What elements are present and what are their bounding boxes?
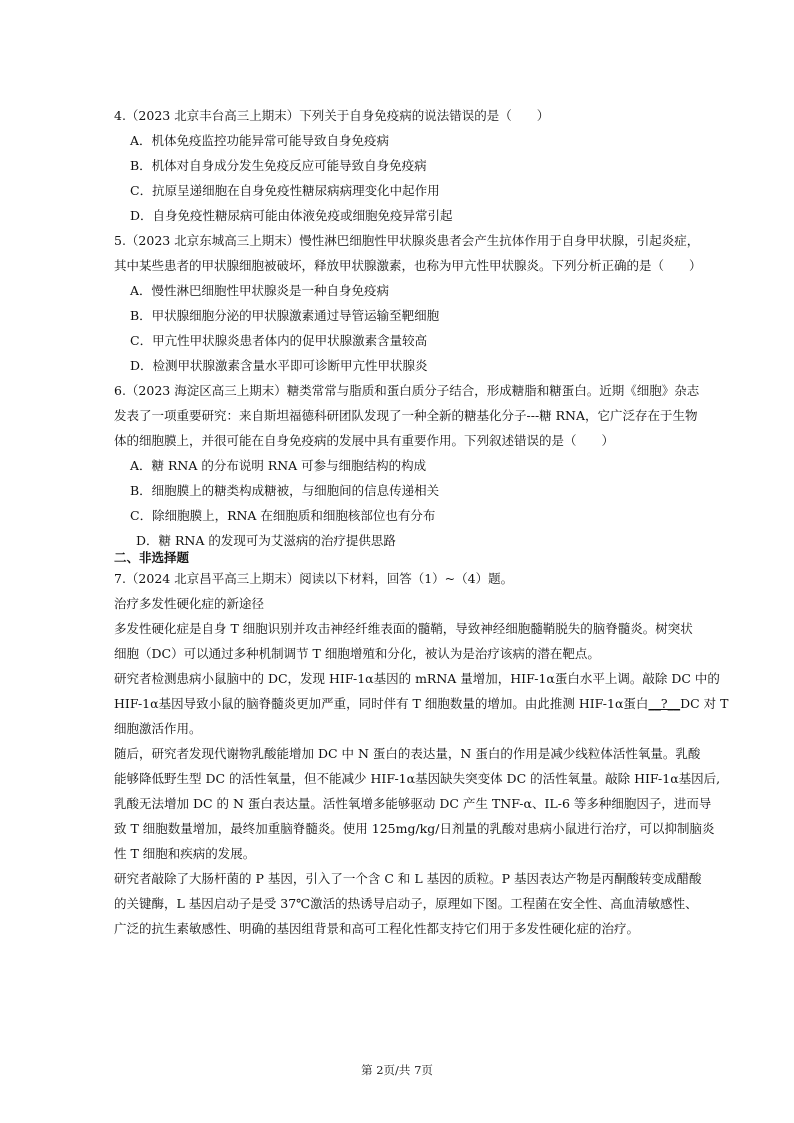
option-a: A．糖 RNA 的分布说明 RNA 可参与细胞结构的构成 xyxy=(130,458,427,473)
question-stem: 7.（2024 北京昌平高三上期末）阅读以下材料，回答（1）~（4）题。 xyxy=(114,571,514,586)
option-c: C．除细胞膜上，RNA 在细胞质和细胞核部位也有分布 xyxy=(130,508,436,523)
option-b: B．甲状腺细胞分泌的甲状腺激素通过导管运输至靶细胞 xyxy=(130,308,440,323)
question-5 xyxy=(114,228,702,378)
passage-text: DC 对 T xyxy=(680,696,729,711)
passage-title: 治疗多发性硬化症的新途径 xyxy=(114,596,265,611)
passage-line: 研究者敲除了大肠杆菌的 P 基因，引入了一个含 C 和 L 基因的质粒。P 基因表达产物是丙酮酸转变成醋酸 xyxy=(114,871,702,886)
page-content xyxy=(114,103,729,941)
passage-line: 研究者检测患病小鼠脑中的 DC，发现 HIF-1α基因的 mRNA 量增加，HIF-1α蛋白水平上调。敲除 DC 中的 xyxy=(114,671,720,686)
passage-line: 广泛的抗生素敏感性、明确的基因组背景和高可工程化性都支持它们用于多发性硬化症的治疗。 xyxy=(114,921,640,936)
passage-line: 性 T 细胞和疾病的发展。 xyxy=(114,846,256,861)
option-d: D．自身免疫性糖尿病可能由体液免疫或细胞免疫异常引起 xyxy=(130,208,453,223)
option-b: B．细胞膜上的糖类构成糖被，与细胞间的信息传递相关 xyxy=(130,483,440,498)
section-heading: 二、非选择题 xyxy=(114,550,190,565)
passage-line: 细胞激活作用。 xyxy=(114,721,202,736)
passage-line: 乳酸无法增加 DC 的 N 蛋白表达量。活性氧增多能够驱动 DC 产生 TNF-α、IL-6 等多种细胞因子，进而导 xyxy=(114,796,712,811)
page-footer: 第 2页/共 7页 xyxy=(361,1063,433,1077)
option-a: A．慢性淋巴细胞性甲状腺炎是一种自身免疫病 xyxy=(130,283,390,298)
question-4 xyxy=(114,103,688,228)
question-7 xyxy=(114,566,729,941)
option-c: C．抗原呈递细胞在自身免疫性糖尿病病理变化中起作用 xyxy=(130,183,440,198)
passage-text: HIF-1α基因导致小鼠的脑脊髓炎更加严重，同时伴有 T 细胞数量的增加。由此推测 HIF-1α蛋白 xyxy=(114,696,649,711)
answer-blank: __?__ xyxy=(648,696,681,711)
passage-line: 随后，研究者发现代谢物乳酸能增加 DC 中 N 蛋白的表达量，N 蛋白的作用是减少线粒体活性氧量。乳酸 xyxy=(114,746,701,761)
passage-line-with-blank xyxy=(114,691,729,716)
question-stem-line: 6.（2023 海淀区高三上期末）糖类常常与脂质和蛋白质分子结合，形成糖脂和糖蛋白。近期《细胞》杂志 xyxy=(114,383,700,398)
option-d: D．糖 RNA 的发现可为艾滋病的治疗提供思路 xyxy=(136,533,396,548)
passage-line: 致 T 细胞数量增加，最终加重脑脊髓炎。使用 125mg/kg/日剂量的乳酸对患病小鼠进行治疗，可以抑制脑炎 xyxy=(114,821,715,836)
question-stem-line: 其中某些患者的甲状腺细胞被破坏，释放甲状腺激素，也称为甲亢性甲状腺炎。下列分析正确的是（ ） xyxy=(114,258,702,273)
passage-line: 的关键酶，L 基因启动子是受 37℃激活的热诱导启动子，原理如下图。工程菌在安全性、高血清敏感性、 xyxy=(114,896,698,911)
question-stem: 4.（2023 北京丰台高三上期末）下列关于自身免疫病的说法错误的是（ ） xyxy=(114,108,550,123)
passage-line: 细胞（DC）可以通过多种机制调节 T 细胞增殖和分化，被认为是治疗该病的潜在靶点。 xyxy=(114,646,600,661)
question-stem-line: 发表了一项重要研究：来自斯坦福德科研团队发现了一种全新的糖基化分子---糖 RNA，它广泛存在于生物 xyxy=(114,408,698,423)
passage-line: 能够降低野生型 DC 的活性氧量，但不能减少 HIF-1α基因缺失突变体 DC 的活性氧量。敲除 HIF-1α基因后, xyxy=(114,771,721,786)
option-d: D．检测甲状腺激素含量水平即可诊断甲亢性甲状腺炎 xyxy=(130,358,428,373)
question-stem-line: 5.（2023 北京东城高三上期末）慢性淋巴细胞性甲状腺炎患者会产生抗体作用于自身甲状腺，引起炎症， xyxy=(114,233,700,248)
option-b: B．机体对自身成分发生免疫反应可能导致自身免疫病 xyxy=(130,158,427,173)
option-c: C．甲亢性甲状腺炎患者体内的促甲状腺激素含量较高 xyxy=(130,333,428,348)
question-6 xyxy=(114,378,700,553)
option-a: A．机体免疫监控功能异常可能导致自身免疫病 xyxy=(130,133,390,148)
passage-line: 多发性硬化症是自身 T 细胞识别并攻击神经纤维表面的髓鞘，导致神经细胞髓鞘脱失的脑脊髓炎。树突状 xyxy=(114,621,693,636)
question-stem-line: 体的细胞膜上，并很可能在自身免疫病的发展中具有重要作用。下列叙述错误的是（ ） xyxy=(114,433,615,448)
